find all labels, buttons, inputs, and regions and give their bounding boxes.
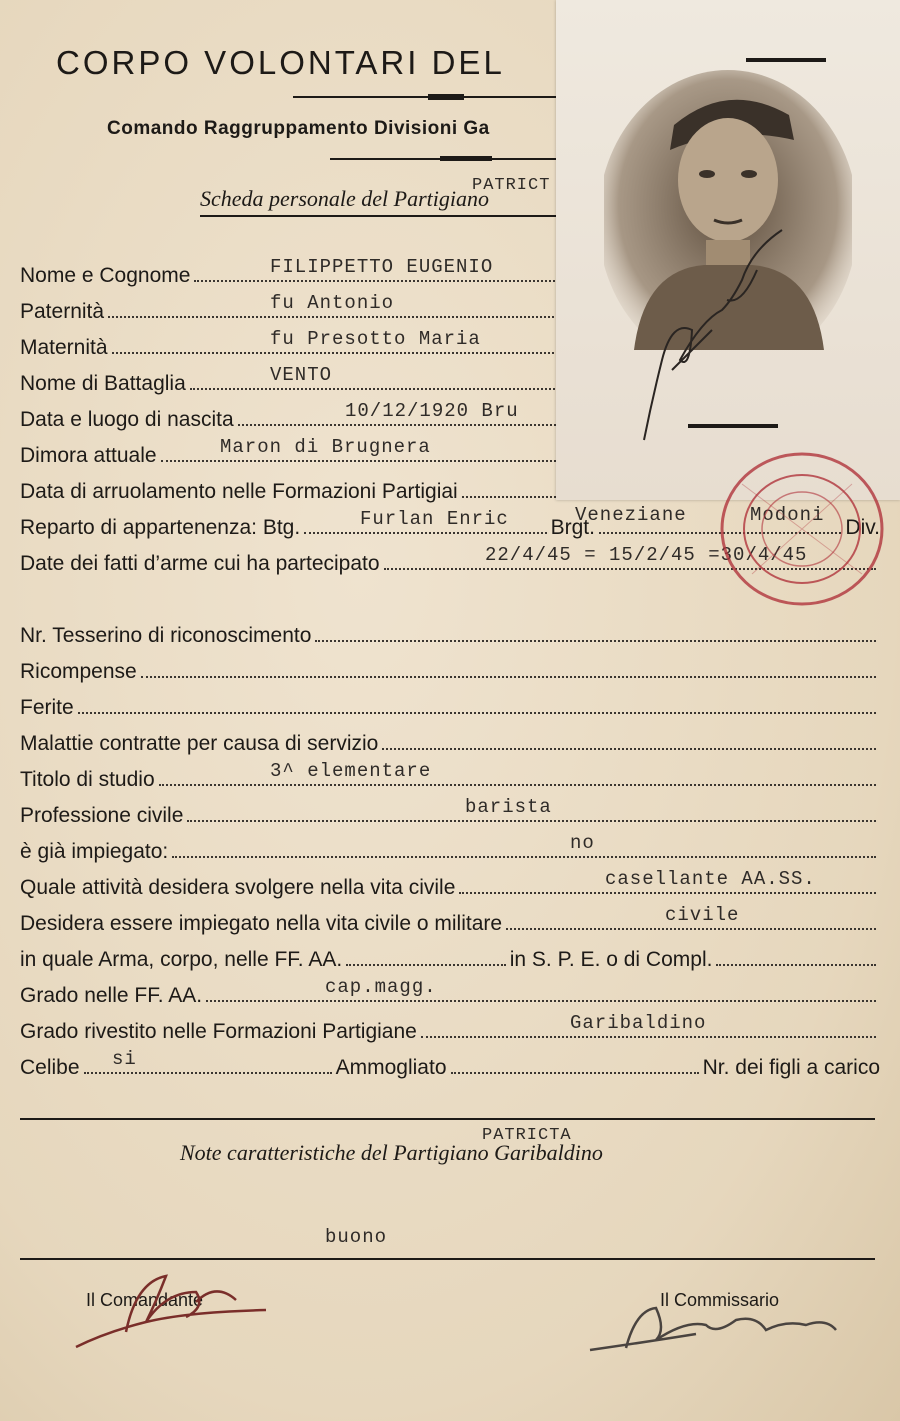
field-value: 22/4/45 = 15/2/45 =30/4/45 bbox=[485, 544, 808, 566]
field-value: 3^ elementare bbox=[270, 760, 432, 782]
commissioner-label: Il Commissario bbox=[660, 1290, 780, 1310]
section-divider-bottom bbox=[20, 1258, 875, 1260]
field-dotted-line bbox=[190, 388, 566, 390]
field-label-tertiary: Nr. dei figli a carico bbox=[702, 1056, 880, 1079]
subtitle-rule-center bbox=[440, 156, 492, 161]
field-label: Date dei fatti d’arme cui ha partecipato bbox=[20, 552, 380, 575]
field-label: Data e luogo di nascita bbox=[20, 408, 234, 431]
field-label: Dimora attuale bbox=[20, 444, 157, 467]
field-dotted-line bbox=[141, 676, 876, 678]
field-dotted-line bbox=[206, 1000, 876, 1002]
field-value: fu Antonio bbox=[270, 292, 395, 314]
field-dotted-line bbox=[112, 352, 566, 354]
field-dotted-line bbox=[421, 1036, 876, 1038]
field-label: Titolo di studio bbox=[20, 768, 155, 791]
document-title: CORPO VOLONTARI DEL bbox=[56, 44, 505, 81]
field-label: Nome di Battaglia bbox=[20, 372, 186, 395]
field-row bbox=[20, 690, 880, 720]
portrait-photo bbox=[556, 0, 900, 500]
field-label: Ricompense bbox=[20, 660, 137, 683]
field-row bbox=[20, 834, 880, 864]
field-label: in quale Arma, corpo, nelle FF. AA. bbox=[20, 948, 343, 971]
field-value: casellante AA.SS. bbox=[605, 868, 816, 890]
field-label-secondary: Ammogliato bbox=[335, 1056, 447, 1079]
commissioner-signature bbox=[586, 1290, 846, 1360]
field-row bbox=[20, 762, 880, 792]
field-dotted-line bbox=[161, 460, 556, 462]
field-value: no bbox=[570, 832, 595, 854]
field-dotted-line bbox=[238, 424, 556, 426]
field-label: Maternità bbox=[20, 336, 108, 359]
field-dotted-line bbox=[459, 892, 876, 894]
field-label: Professione civile bbox=[20, 804, 184, 827]
field-dotted-line bbox=[78, 712, 876, 714]
field-value: 10/12/1920 Bru bbox=[345, 400, 519, 422]
field-dotted-line bbox=[108, 316, 566, 318]
title-rule-center bbox=[428, 94, 464, 100]
commander-label: Il Comandante bbox=[86, 1290, 204, 1310]
notes-overprint: PATRICTA bbox=[482, 1126, 572, 1145]
form-title-underline bbox=[200, 215, 575, 217]
field-dotted-line bbox=[159, 784, 876, 786]
field-value-secondary: Veneziane bbox=[575, 504, 687, 526]
field-row bbox=[20, 474, 560, 504]
field-label: Nr. Tesserino di riconoscimento bbox=[20, 624, 312, 647]
field-label: Desidera essere impiegato nella vita civile o militare bbox=[20, 912, 503, 935]
field-value: Maron di Brugnera bbox=[220, 436, 431, 458]
photo-signature bbox=[632, 210, 802, 450]
field-row bbox=[20, 978, 880, 1008]
field-label: Data di arruolamento nelle Formazioni Partigiai bbox=[20, 480, 458, 503]
field-row bbox=[20, 726, 880, 756]
field-label: Quale attività desidera svolgere nella vita civile bbox=[20, 876, 456, 899]
field-row bbox=[20, 798, 880, 828]
field-value: FILIPPETTO EUGENIO bbox=[270, 256, 494, 278]
photo-top-line bbox=[746, 58, 826, 62]
field-label: Ferite bbox=[20, 696, 74, 719]
field-dotted-line bbox=[716, 964, 876, 966]
field-value: VENTO bbox=[270, 364, 333, 386]
field-dotted-line bbox=[382, 748, 876, 750]
field-row bbox=[20, 1050, 880, 1080]
section-divider-top bbox=[20, 1118, 875, 1120]
field-row bbox=[20, 1014, 880, 1044]
field-value: barista bbox=[465, 796, 552, 818]
field-value-tertiary: Modoni bbox=[750, 504, 825, 526]
field-dotted-line bbox=[187, 820, 876, 822]
field-value: fu Presotto Maria bbox=[270, 328, 481, 350]
field-label: Nome e Cognome bbox=[20, 264, 191, 287]
field-dotted-line bbox=[506, 928, 876, 930]
field-value: si bbox=[112, 1048, 137, 1070]
field-dotted-line bbox=[451, 1072, 699, 1074]
field-label: è già impiegato: bbox=[20, 840, 169, 863]
field-label: Reparto di appartenenza: Btg. bbox=[20, 516, 301, 539]
field-label: Grado rivestito nelle Formazioni Partigiane bbox=[20, 1020, 417, 1043]
field-row bbox=[20, 942, 880, 972]
field-label: Celibe bbox=[20, 1056, 80, 1079]
form-title-overprint: PATRICT bbox=[472, 176, 551, 195]
field-dotted-line bbox=[462, 496, 556, 498]
field-dotted-line bbox=[315, 640, 876, 642]
field-value: civile bbox=[665, 904, 740, 926]
field-value: cap.magg. bbox=[325, 976, 437, 998]
field-label: Grado nelle FF. AA. bbox=[20, 984, 203, 1007]
notes-heading: Note caratteristiche del Partigiano Garibaldino bbox=[180, 1140, 603, 1165]
field-label-secondary: Brgt. bbox=[550, 516, 595, 539]
field-label-tertiary: Div. bbox=[845, 516, 881, 539]
field-row bbox=[20, 906, 880, 936]
field-dotted-line bbox=[346, 964, 506, 966]
field-label: Malattie contratte per causa di servizio bbox=[20, 732, 379, 755]
field-value: Furlan Enric bbox=[360, 508, 509, 530]
field-dotted-line bbox=[194, 280, 566, 282]
field-dotted-line bbox=[84, 1072, 332, 1074]
field-label: Paternità bbox=[20, 300, 105, 323]
field-dotted-line bbox=[304, 532, 546, 534]
field-label-secondary: in S. P. E. o di Compl. bbox=[509, 948, 713, 971]
field-dotted-line bbox=[172, 856, 876, 858]
document-subtitle: Comando Raggruppamento Divisioni Ga bbox=[107, 118, 490, 139]
field-row bbox=[20, 654, 880, 684]
field-row bbox=[20, 618, 880, 648]
form-title: Scheda personale del Partigiano bbox=[200, 186, 490, 211]
official-stamp bbox=[712, 444, 892, 614]
notes-value: buono bbox=[325, 1226, 388, 1248]
field-value: Garibaldino bbox=[570, 1012, 707, 1034]
commander-signature bbox=[66, 1262, 276, 1352]
